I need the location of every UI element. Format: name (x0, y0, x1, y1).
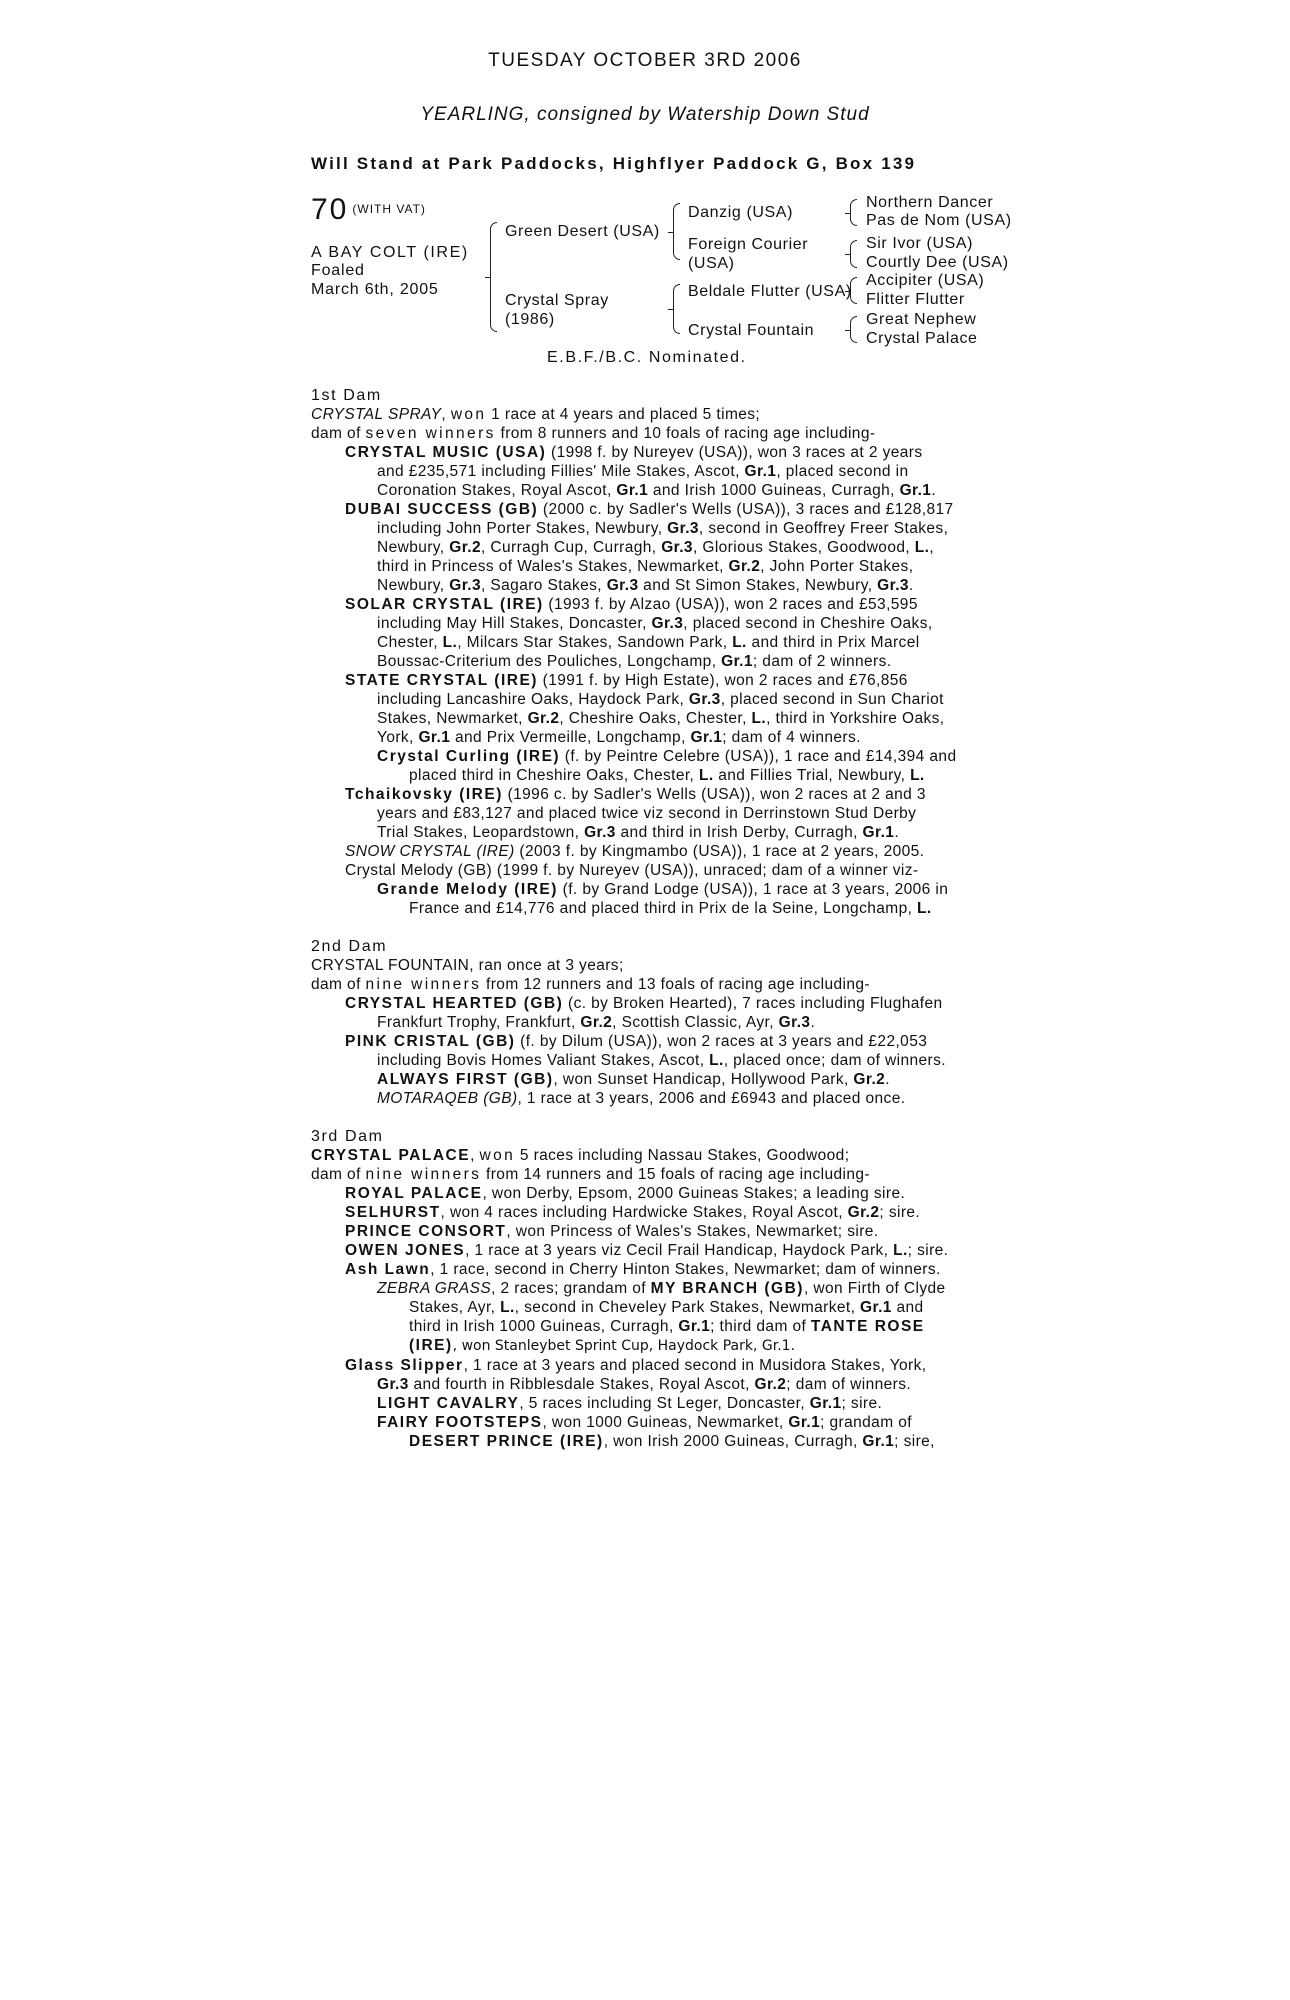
horse-name: DUBAI SUCCESS (GB) (345, 501, 539, 518)
list-item (311, 557, 1011, 576)
text: won (479, 1147, 516, 1164)
lot-number (311, 193, 426, 227)
text: , won Stanleybet Sprint Cup, Haydock Park, Gr.1. (452, 1338, 796, 1354)
text: , won Derby, Epsom, 2000 Guineas Stakes; a leading sire. (482, 1185, 906, 1202)
vat-note: (WITH VAT) (352, 202, 426, 216)
grade: L. (709, 1052, 724, 1069)
grade: Gr.3 (449, 577, 481, 594)
text: , (470, 1147, 480, 1164)
text: , (441, 406, 451, 423)
grade: Gr.1 (678, 1318, 711, 1335)
list-item (311, 1241, 1011, 1260)
horse-name: ALWAYS FIRST (GB) (377, 1071, 554, 1088)
text: , Scottish Classic, Ayr, (612, 1014, 779, 1031)
text: and £235,571 including Fillies' Mile Stakes, Ascot, (377, 463, 745, 480)
grade: L. (751, 710, 767, 727)
horse-name: PRINCE CONSORT (345, 1223, 507, 1240)
pedigree-sss: Northern Dancer (866, 194, 994, 211)
horse-name: Grande Melody (IRE) (377, 881, 558, 898)
text: ; dam of 2 winners. (752, 653, 892, 670)
nomination-note: E.B.F./B.C. Nominated. (547, 349, 747, 366)
first-dam-name: CRYSTAL SPRAY (311, 406, 442, 423)
horse-name: OWEN JONES (345, 1242, 466, 1259)
pedigree-sire-dam-country: (USA) (688, 255, 735, 272)
list-item (311, 994, 1011, 1013)
grade: Gr.3 (667, 520, 699, 537)
pedigree-dsd: Flitter Flutter (866, 291, 965, 308)
grade: Gr.3 (688, 691, 721, 708)
grade: L. (917, 900, 932, 917)
stand-location: Will Stand at Park Paddocks, Highflyer Paddock G, Box 139 (311, 154, 917, 173)
text: including John Porter Stakes, Newbury, (377, 520, 668, 537)
first-dam-summary (311, 405, 1011, 424)
pedigree-brace-ds (850, 277, 857, 304)
text: (f. by Dilum (USA)), won 2 races at 3 years and £22,053 (515, 1033, 928, 1050)
pedigree-brace-dd (850, 316, 857, 343)
list-item (311, 899, 1011, 918)
text: . (931, 482, 937, 499)
text: and (891, 1299, 924, 1316)
text: (1991 f. by High Estate), won 2 races and £76,856 (537, 672, 908, 689)
text: ; sire. (907, 1242, 949, 1259)
list-item (311, 1070, 1011, 1089)
grade: Gr.2 (527, 710, 560, 727)
list-item (311, 766, 1011, 785)
text: , 1 race at 3 years viz Cecil Frail Handicap, Haydock Park, (465, 1242, 894, 1259)
grade: L. (914, 539, 930, 556)
list-item (311, 747, 1011, 766)
list-item (311, 1032, 1011, 1051)
horse-name: MY BRANCH (GB) (650, 1280, 804, 1297)
text: , third in Yorkshire Oaks, (766, 710, 945, 727)
text: . (908, 577, 914, 594)
horse-name: Tchaikovsky (IRE) (345, 786, 503, 803)
list-item (311, 1432, 1011, 1451)
list-item (311, 519, 1011, 538)
list-item (311, 1260, 1011, 1279)
grade: Gr.1 (809, 1395, 842, 1412)
list-item (311, 633, 1011, 652)
foaled-date: March 6th, 2005 (311, 281, 439, 298)
grade: Gr.1 (418, 729, 451, 746)
text: (2003 f. by Kingmambo (USA)), 1 race at 2 years, 2005. (514, 843, 925, 860)
grade: Gr.3 (606, 577, 639, 594)
text: . (885, 1071, 890, 1088)
pedigree-dss: Accipiter (USA) (866, 272, 985, 289)
text: York, (377, 729, 419, 746)
text: (1996 c. by Sadler's Wells (USA)), won 2 races at 2 and 3 (502, 786, 926, 803)
grade: Gr.2 (853, 1071, 886, 1088)
grade: L. (442, 634, 458, 651)
text: , won Princess of Wales's Stakes, Newmarket; sire. (506, 1223, 879, 1240)
list-item (311, 880, 1011, 899)
grade: Gr.1 (899, 482, 932, 499)
horse-name: MOTARAQEB (GB) (377, 1090, 518, 1107)
grade: Gr.2 (754, 1376, 787, 1393)
grade: Gr.2 (449, 539, 481, 556)
text: , 2 races; grandam of (491, 1280, 651, 1297)
text: Stakes, Ayr, (409, 1299, 501, 1316)
text: , Curragh Cup, Curragh, (481, 539, 662, 556)
list-item (311, 728, 1011, 747)
list-item (311, 1317, 1011, 1336)
list-item (311, 785, 1011, 804)
third-dam-summary (311, 1146, 1011, 1165)
list-item (311, 614, 1011, 633)
pedigree-brace-sd (850, 240, 857, 268)
text: (1993 f. by Alzao (USA)), won 2 races and £53,595 (543, 596, 918, 613)
list-item (311, 1184, 1011, 1203)
text: and third in Irish Derby, Curragh, (615, 824, 863, 841)
text: . (894, 824, 900, 841)
list-item (311, 690, 1011, 709)
pedigree-sds: Sir Ivor (USA) (866, 235, 974, 252)
list-item (311, 462, 1011, 481)
list-item (311, 823, 1011, 842)
text: and St Simon Stakes, Newbury, (638, 577, 878, 594)
text: including Lancashire Oaks, Haydock Park, (377, 691, 689, 708)
second-dam-heading: 2nd Dam (311, 938, 388, 955)
horse-name: ROYAL PALACE (345, 1185, 483, 1202)
second-dam-section (311, 937, 1011, 1108)
text: ; sire, (894, 1433, 935, 1450)
list-item (311, 481, 1011, 500)
text: (f. by Peintre Celebre (USA)), 1 race and £14,394 and (560, 748, 957, 765)
text: nine winners (365, 976, 482, 993)
grade: Gr.2 (847, 1204, 880, 1221)
grade: L. (910, 767, 925, 784)
pedigree-sire-sire: Danzig (USA) (688, 204, 794, 221)
text: ; third dam of (710, 1318, 811, 1335)
lot-number-value: 70 (311, 193, 349, 226)
second-dam-produce (311, 975, 1011, 994)
third-dam-section (311, 1127, 1011, 1451)
horse-name: CRYSTAL PALACE (311, 1147, 471, 1164)
list-item (311, 1336, 1011, 1356)
pedigree-sire-dam: Foreign Courier (688, 236, 809, 253)
text: (c. by Broken Hearted), 7 races including Flughafen (563, 995, 943, 1012)
horse-name: SNOW CRYSTAL (IRE) (345, 843, 515, 860)
text: , placed second in Cheshire Oaks, (683, 615, 933, 632)
text: Frankfurt Trophy, Frankfurt, (377, 1014, 581, 1031)
text: Trial Stakes, Leopardstown, (377, 824, 585, 841)
grade: Gr.1 (744, 463, 777, 480)
text: , 1 race at 3 years and placed second in Musidora Stakes, York, (463, 1357, 927, 1374)
horse-name: SELHURST (345, 1204, 441, 1221)
text: ; sire. (841, 1395, 883, 1412)
list-item (311, 1279, 1011, 1298)
horse-name: Glass Slipper (345, 1357, 464, 1374)
list-item (311, 500, 1011, 519)
text: , (929, 539, 935, 556)
list-item (311, 1203, 1011, 1222)
pedigree-sire: Green Desert (USA) (505, 223, 660, 240)
horse-name: Ash Lawn (345, 1261, 431, 1278)
text: won (450, 406, 487, 423)
text: . (810, 1014, 816, 1031)
lot-name: A BAY COLT (IRE) (311, 244, 469, 261)
text: , Glorious Stakes, Goodwood, (692, 539, 915, 556)
text: Boussac-Criterium des Pouliches, Longchamp, (377, 653, 722, 670)
pedigree-dam-dam: Crystal Fountain (688, 322, 815, 339)
first-dam-heading: 1st Dam (311, 387, 382, 404)
text: , Milcars Star Stakes, Sandown Park, (457, 634, 733, 651)
grade: Gr.1 (788, 1414, 821, 1431)
text: , placed once; dam of winners. (723, 1052, 946, 1069)
grade: Gr.3 (377, 1376, 409, 1393)
text: from 14 runners and 15 foals of racing age including- (481, 1166, 870, 1183)
text: ; dam of winners. (786, 1376, 912, 1393)
horse-name: Crystal Curling (IRE) (377, 748, 561, 765)
text: ; dam of 4 winners. (722, 729, 861, 746)
pedigree-brace-main (490, 222, 497, 332)
text: , won Irish 2000 Guineas, Curragh, (603, 1433, 863, 1450)
grade: Gr.2 (728, 558, 761, 575)
pedigree-brace-sire (673, 203, 680, 260)
grade: Gr.3 (877, 577, 909, 594)
list-item (311, 1013, 1011, 1032)
grade: Gr.1 (616, 482, 649, 499)
list-item (311, 671, 1011, 690)
text: Stakes, Newmarket, (377, 710, 528, 727)
text: 1 race at 4 years and placed 5 times; (486, 406, 761, 423)
pedigree-ssd: Pas de Nom (USA) (866, 212, 1012, 229)
text: France and £14,776 and placed third in Prix de la Seine, Longchamp, (409, 900, 918, 917)
text: nine winners (365, 1166, 482, 1183)
horse-name: (IRE) (409, 1337, 453, 1354)
text: 5 races including Nassau Stakes, Goodwood; (515, 1147, 850, 1164)
grade: Gr.1 (721, 653, 753, 670)
pedigree-brace-dam (673, 284, 680, 334)
text: , second in Cheveley Park Stakes, Newmarket, (514, 1299, 861, 1316)
grade: L. (500, 1299, 515, 1316)
text: and Fillies Trial, Newbury, (713, 767, 911, 784)
text: placed third in Cheshire Oaks, Chester, (409, 767, 699, 784)
list-item (311, 652, 1011, 671)
list-item (311, 842, 1011, 861)
text: and fourth in Ribblesdale Stakes, Royal Ascot, (408, 1376, 755, 1393)
pedigree-sdd: Courtly Dee (USA) (866, 254, 1009, 271)
pedigree-brace-ss (850, 199, 857, 226)
second-dam-summary: CRYSTAL FOUNTAIN, ran once at 3 years; (311, 957, 624, 974)
list-item (311, 538, 1011, 557)
text: dam of (311, 1166, 366, 1183)
sale-date: TUESDAY OCTOBER 3RD 2006 (488, 50, 802, 71)
horse-name: TANTE ROSE (810, 1318, 925, 1335)
list-item (311, 1051, 1011, 1070)
horse-name: CRYSTAL HEARTED (GB) (345, 995, 564, 1012)
grade: Gr.3 (651, 615, 684, 632)
pedigree-dam: Crystal Spray (505, 292, 609, 309)
list-item (311, 1394, 1011, 1413)
grade: Gr.3 (661, 539, 693, 556)
list-item (311, 861, 1011, 880)
text: ; grandam of (820, 1414, 912, 1431)
list-item (311, 1375, 1011, 1394)
text: Newbury, (377, 577, 450, 594)
text: including May Hill Stakes, Doncaster, (377, 615, 652, 632)
text: , John Porter Stakes, (760, 558, 914, 575)
text: , won 4 races including Hardwicke Stakes, Royal Ascot, (440, 1204, 848, 1221)
text: including Bovis Homes Valiant Stakes, Ascot, (377, 1052, 710, 1069)
text: Crystal Melody (GB) (1999 f. by Nureyev (USA)), unraced; dam of a winner viz- (345, 862, 919, 879)
text: Chester, (377, 634, 443, 651)
grade: Gr.1 (862, 824, 895, 841)
grade: Gr.1 (690, 729, 723, 746)
text: (f. by Grand Lodge (USA)), 1 race at 3 years, 2006 in (557, 881, 949, 898)
text: , won Firth of Clyde (803, 1280, 946, 1297)
text: years and £83,127 and placed twice viz second in Derrinstown Stud Derby (377, 805, 917, 822)
text: dam of (311, 425, 366, 442)
text: third in Irish 1000 Guineas, Curragh, (409, 1318, 679, 1335)
text: Coronation Stakes, Royal Ascot, (377, 482, 617, 499)
grade: Gr.3 (584, 824, 616, 841)
grade: Gr.3 (778, 1014, 811, 1031)
consignment-line: YEARLING, consigned by Watership Down Stud (420, 104, 870, 125)
pedigree-ddd: Crystal Palace (866, 330, 978, 347)
text: , won Sunset Handicap, Hollywood Park, (553, 1071, 854, 1088)
list-item (311, 1089, 1011, 1108)
text: and Prix Vermeille, Longchamp, (450, 729, 691, 746)
list-item (311, 1413, 1011, 1432)
pedigree-dds: Great Nephew (866, 311, 977, 328)
text: , Sagaro Stakes, (481, 577, 607, 594)
text: ; sire. (879, 1204, 921, 1221)
list-item (311, 709, 1011, 728)
horse-name: DESERT PRINCE (IRE) (409, 1433, 604, 1450)
pedigree-dam-sire: Beldale Flutter (USA) (688, 283, 852, 300)
text: Newbury, (377, 539, 450, 556)
text: third in Princess of Wales's Stakes, Newmarket, (377, 558, 729, 575)
horse-name: PINK CRISTAL (GB) (345, 1033, 516, 1050)
text: seven winners (365, 425, 496, 442)
list-item (311, 443, 1011, 462)
grade: L. (698, 767, 714, 784)
text: (2000 c. by Sadler's Wells (USA)), 3 races and £128,817 (538, 501, 954, 518)
text: , won 1000 Guineas, Newmarket, (542, 1414, 789, 1431)
horse-name: LIGHT CAVALRY (377, 1395, 520, 1412)
list-item (311, 1222, 1011, 1241)
foaled-label: Foaled (311, 262, 365, 279)
first-dam-section (311, 386, 1011, 918)
text: , placed second in Sun Chariot (720, 691, 944, 708)
grade: L. (732, 634, 747, 651)
text: , second in Geoffrey Freer Stakes, (698, 520, 949, 537)
third-dam-heading: 3rd Dam (311, 1128, 384, 1145)
text: (1998 f. by Nureyev (USA)), won 3 races at 2 years (546, 444, 923, 461)
text: dam of (311, 976, 366, 993)
text: , placed second in (776, 463, 909, 480)
text: , 5 races including St Leger, Doncaster, (519, 1395, 810, 1412)
grade: Gr.2 (580, 1014, 613, 1031)
text: , Cheshire Oaks, Chester, (559, 710, 752, 727)
grade: L. (893, 1242, 908, 1259)
grade: Gr.1 (862, 1433, 895, 1450)
list-item (311, 1356, 1011, 1375)
horse-name: STATE CRYSTAL (IRE) (345, 672, 538, 689)
third-dam-produce (311, 1165, 1011, 1184)
text: , 1 race, second in Cherry Hinton Stakes, Newmarket; dam of winners. (430, 1261, 941, 1278)
list-item (311, 576, 1011, 595)
grade: Gr.1 (860, 1299, 892, 1316)
list-item (311, 804, 1011, 823)
first-dam-produce (311, 424, 1011, 443)
text: from 12 runners and 13 foals of racing age including- (481, 976, 870, 993)
text: from 8 runners and 10 foals of racing age including- (495, 425, 876, 442)
horse-name: FAIRY FOOTSTEPS (377, 1414, 543, 1431)
horse-name: SOLAR CRYSTAL (IRE) (345, 596, 544, 613)
text: , 1 race at 3 years, 2006 and £6943 and placed once. (517, 1090, 906, 1107)
text: and third in Prix Marcel (746, 634, 920, 651)
text: and Irish 1000 Guineas, Curragh, (648, 482, 900, 499)
horse-name: ZEBRA GRASS (377, 1280, 492, 1297)
pedigree-dam-year: (1986) (505, 311, 555, 328)
list-item (311, 595, 1011, 614)
list-item (311, 1298, 1011, 1317)
horse-name: CRYSTAL MUSIC (USA) (345, 444, 547, 461)
